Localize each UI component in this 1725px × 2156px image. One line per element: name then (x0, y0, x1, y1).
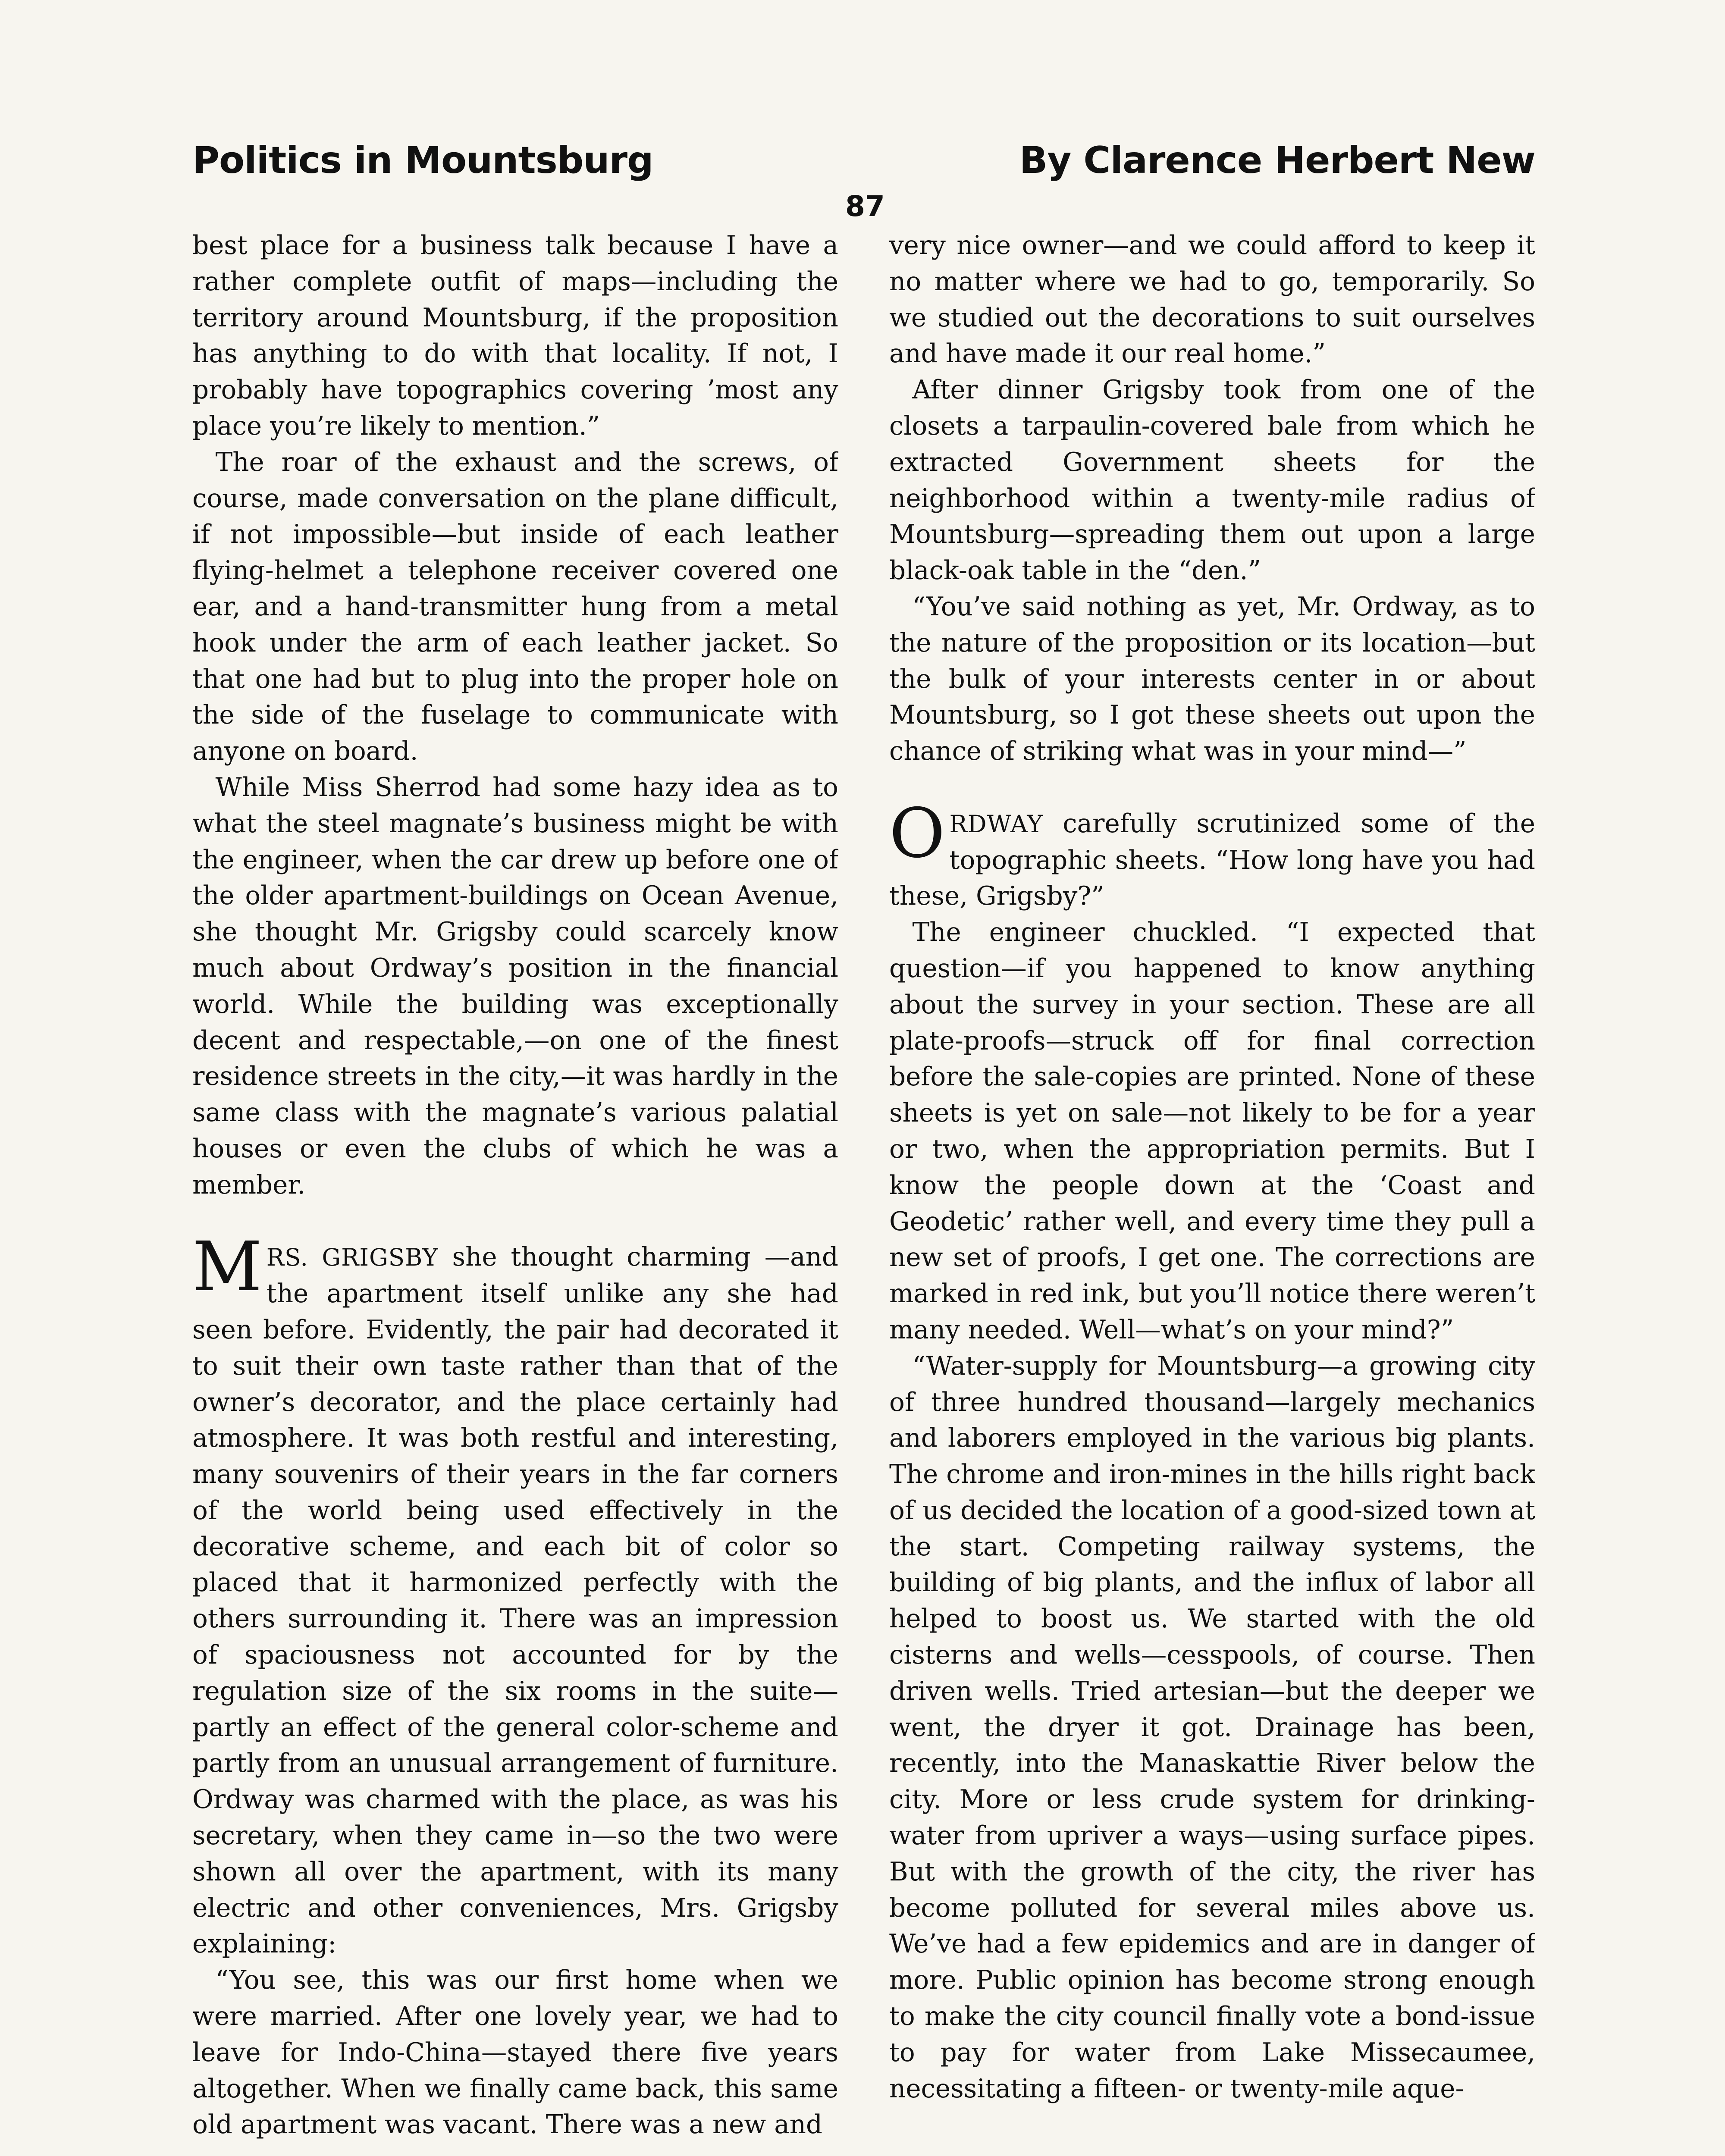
paragraph: very nice owner—and we could afford to keep it no matter where we had to go, temporarily. So we studied out the decorations to suit ourselves and have made it our real home.” (889, 231, 1535, 369)
left-column (192, 228, 838, 2156)
section-paragraph (889, 793, 1535, 915)
drop-cap: M (192, 1227, 262, 1307)
small-caps-lead: RS. GRIGSBY (266, 1244, 439, 1272)
paragraph: “You see, this was our first home when we were married. After one lovely year, we had to leave for Indo-China—stayed there five years altogether. When we finally came back, this same old apartment was vacant. There was a new and (192, 1965, 838, 2140)
page-number: 87 (845, 190, 885, 223)
drop-cap: O (889, 793, 945, 873)
paragraph: The engineer chuckled. “I expected that question—if you happened to know anything about the survey in your section. These are all plate-proofs—struck off for final correction before the sale-copies are printed. None of these sheets is yet on sale—not likely to be for a year or two, when the appropriation permits. But I know the people down at the ‘Coast and Geodetic’ rather well, and every time they pull a new set of proofs, I get one. The corrections are marked in red ink, but you’ll notice there weren’t many needed. Well—what’s on your mind?” (889, 918, 1535, 1345)
paragraph: While Miss Sherrod had some hazy idea as to what the steel magnate’s business might be with the engineer, when the car drew up before one of the older apartment-buildings on Ocean Avenue, she thought Mr. Grigsby could scarcely know much about Ordway’s position in the financial world. While the building was exceptionally decent and respectable,—on one of the finest residence streets in the city,—it was hardly in the same class with the magnate’s various palatial houses or even the clubs of which he was a member. (192, 772, 838, 1200)
right-column (889, 228, 1535, 2156)
paragraph: “You’ve said nothing as yet, Mr. Ordway, as to the nature of the proposition or its location—but the bulk of your interests center in or about Mountsburg, so I got these sheets out upon the chance of striking what was in your mind—” (889, 592, 1535, 767)
small-caps-lead: RDWAY (949, 810, 1043, 838)
author-byline: By Clarence Herbert New (1019, 139, 1535, 182)
running-head (192, 139, 1535, 182)
paragraph: best place for a business talk because I have a rather complete outfit of maps—including the territory around Mountsburg, if the proposition has anything to do with that locality. If not, I probably have topographics covering ’most any place you’re likely to mention.” (192, 231, 838, 441)
paragraph: The roar of the exhaust and the screws, of course, made conversation on the plane difficult, if not impossible—but inside of each leather flying-helmet a telephone receiver covered one ear, and a hand-transmitter hung from a metal hook under the arm of each leather jacket. So that one had but to plug into the proper hole on the side of the fuselage to communicate with anyone on board. (192, 447, 838, 767)
story-title: Politics in Mountsburg (192, 139, 653, 182)
paragraph: After dinner Grigsby took from one of the closets a tarpaulin-covered bale from which he extracted Government sheets for the neighborhood within a twenty-mile radius of Mountsburg—spreading them out upon a large black-oak table in the “den.” (889, 375, 1535, 586)
paragraph-text: carefully scrutinized some of the topographic sheets. “How long have you had these, Grigsby?” (889, 808, 1535, 912)
paragraph: “Water-supply for Mountsburg—a growing city of three hundred thousand—largely mechanics and laborers employed in the various big plants. The chrome and iron-mines in the hills right back of us decided the location of a good-sized town at the start. Competing railway systems, the building of big plants, and the influx of labor all helped to boost us. We started with the old cisterns and wells—cesspools, of course. Then driven wells. Tried artesian—but the deeper we went, the dryer it got. Drainage has been, recently, into the Manaskattie River below the city. More or less crude system for drinking-water from upriver a ways—using surface pipes. But with the growth of the city, the river has become polluted for several miles above us. We’ve had a few epidemics and are in danger of more. Public opinion has become strong enough to make the city council finally vote a bond-issue to pay for water from Lake Missecaumee, necessitating a fifteen- or twenty-mile aque- (889, 1351, 1535, 2104)
section-paragraph (192, 1227, 838, 1962)
paragraph-text: she thought charming —and the apartment itself unlike any she had seen before. Evidently, the pair had decorated it to suit their own taste rather than that of the owner’s decorator, and the place certainly had atmosphere. It was both restful and interesting, many souvenirs of their years in the far corners of the world being used effectively in the decorative scheme, and each bit of color so placed that it harmonized perfectly with the others surrounding it. There was an impression of spaciousness not accounted for by the regulation size of the six rooms in the suite—partly an effect of the general color-scheme and partly from an unusual arrangement of furniture. Ordway was charmed with the place, as was his secretary, when they came in—so the two were shown all over the apartment, with its many electric and other conveniences, Mrs. Grigsby explaining: (192, 1242, 838, 1959)
